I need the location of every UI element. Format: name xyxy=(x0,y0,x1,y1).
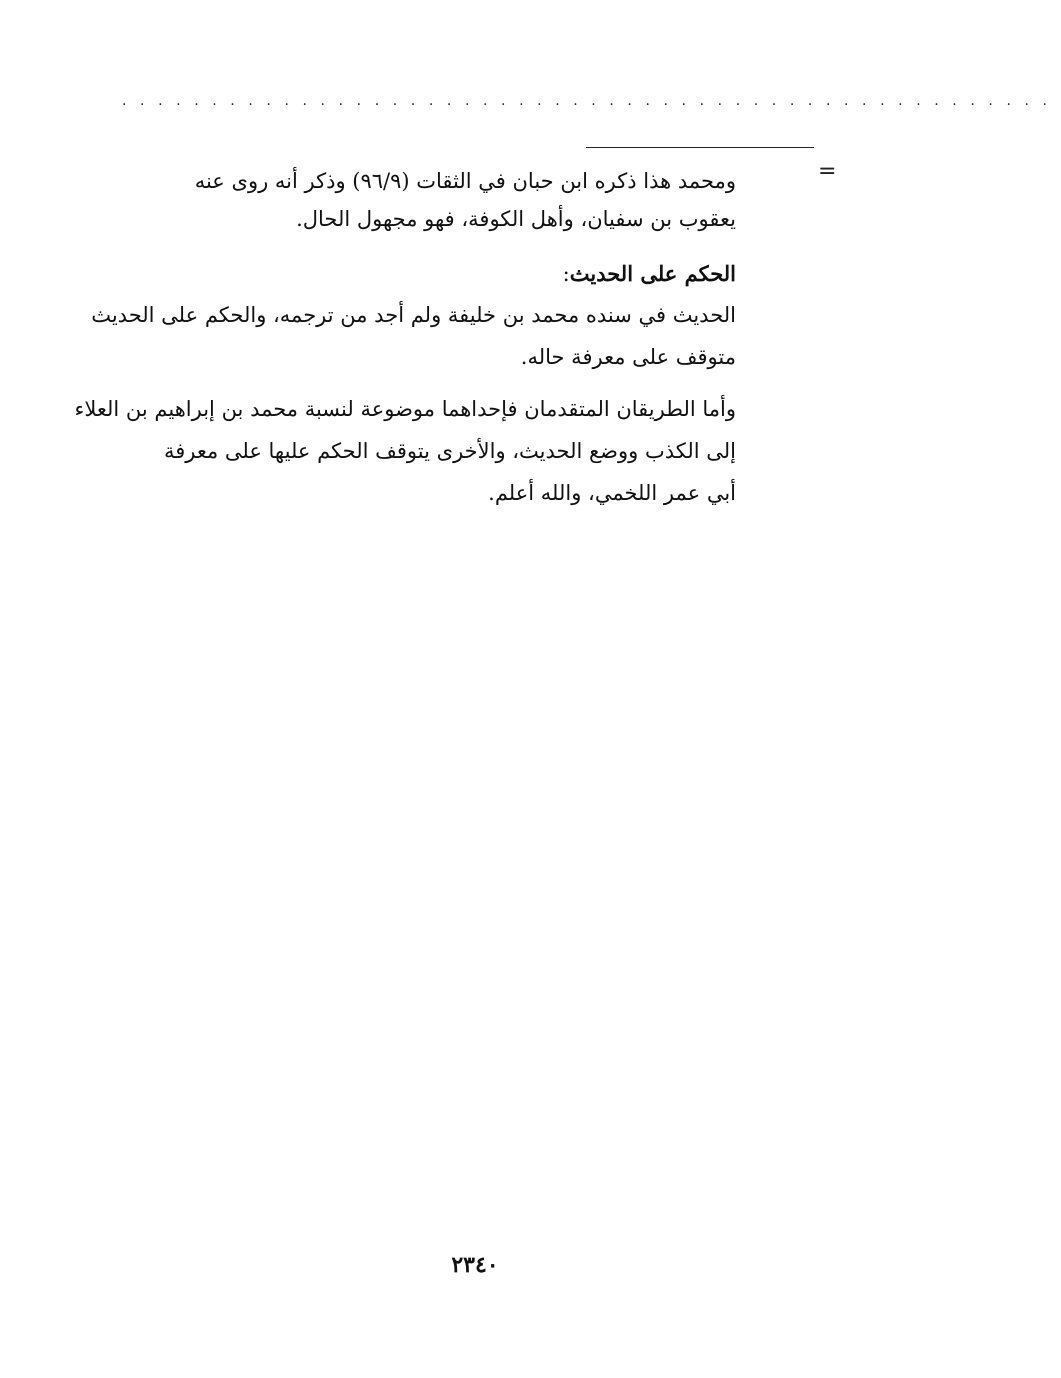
footnote-paragraph xyxy=(120,162,736,238)
conclusion-line-1: وأما الطريقان المتقدمان فإحداهما موضوعة لنسبة محمد بن إبراهيم بن العلاء xyxy=(74,397,736,421)
dotted-separator: .................................................... xyxy=(122,93,1061,109)
page-number: ٢٣٤٠ xyxy=(451,1252,499,1278)
ruling-heading-text: الحكم على الحديث xyxy=(569,261,736,286)
conclusion-line-2: إلى الكذب ووضع الحديث، والأخرى يتوقف الحكم عليها على معرفة xyxy=(163,439,736,463)
footnote-line-2: يعقوب بن سفيان، وأهل الكوفة، فهو مجهول الحال. xyxy=(296,207,736,231)
conclusion-line-3: أبي عمر اللخمي، والله أعلم. xyxy=(488,481,736,505)
ruling-line-1: الحديث في سنده محمد بن خليفة ولم أجد من ترجمه، والحكم على الحديث xyxy=(91,303,736,327)
ruling-paragraph xyxy=(91,294,736,378)
footnote-continuation-mark: = xyxy=(818,159,837,184)
ruling-heading-colon: : xyxy=(562,262,570,286)
conclusion-paragraph xyxy=(74,388,736,514)
ruling-heading xyxy=(120,256,736,292)
ruling-line-2: متوقف على معرفة حاله. xyxy=(520,345,736,369)
footnote-line-1: ومحمد هذا ذكره ابن حبان في الثقات (٩٦/٩) وذكر أنه روى عنه xyxy=(194,169,736,193)
footnote-separator-line xyxy=(586,147,814,148)
